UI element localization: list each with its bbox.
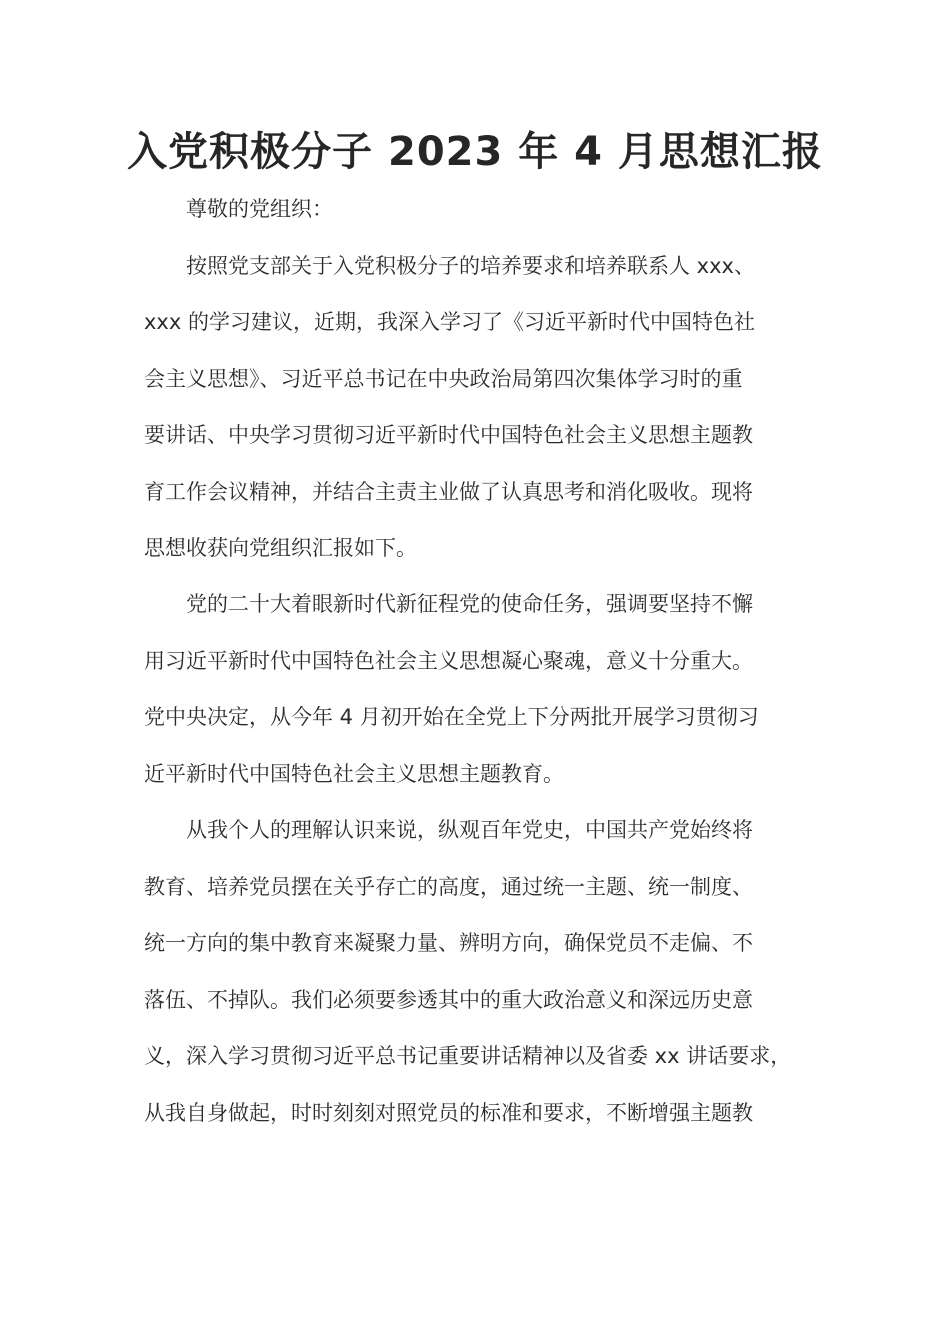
paragraph-3-line-1: 从我个人的理解认识来说，纵观百年党史，中国共产党始终将 xyxy=(186,818,753,842)
paragraph-1-line-6: 思想收获向党组织汇报如下。 xyxy=(144,536,417,560)
paragraph-1-line-2: xxx 的学习建议，近期，我深入学习了《习近平新时代中国特色社 xyxy=(144,310,755,334)
paragraph-1-line-5: 育工作会议精神，并结合主责主业做了认真思考和消化吸收。现将 xyxy=(144,480,753,504)
paragraph-3-line-6: 从我自身做起，时时刻刻对照党员的标准和要求，不断增强主题教 xyxy=(144,1101,753,1125)
paragraph-1-line-3: 会主义思想》、习近平总书记在中央政治局第四次集体学习时的重 xyxy=(144,367,743,391)
paragraph-1-line-4: 要讲话、中央学习贯彻习近平新时代中国特色社会主义思想主题教 xyxy=(144,423,753,447)
paragraph-2-line-1: 党的二十大着眼新时代新征程党的使命任务，强调要坚持不懈 xyxy=(186,592,753,616)
paragraph-3-line-2: 教育、培养党员摆在关乎存亡的高度，通过统一主题、统一制度、 xyxy=(144,875,753,899)
paragraph-2-line-4: 近平新时代中国特色社会主义思想主题教育。 xyxy=(144,762,564,786)
paragraph-2-line-2: 用习近平新时代中国特色社会主义思想凝心聚魂，意义十分重大。 xyxy=(144,649,753,673)
paragraph-3-line-3: 统一方向的集中教育来凝聚力量、辨明方向，确保党员不走偏、不 xyxy=(144,931,753,955)
salutation: 尊敬的党组织： xyxy=(186,197,333,221)
paragraph-3-line-5: 义，深入学习贯彻习近平总书记重要讲话精神以及省委 xx 讲话要求， xyxy=(144,1044,792,1068)
paragraph-1-line-1: 按照党支部关于入党积极分子的培养要求和培养联系人 xxx、 xyxy=(186,254,755,278)
document-title: 入党积极分子 2023 年 4 月思想汇报 xyxy=(127,129,823,175)
paragraph-3-line-4: 落伍、不掉队。我们必须要参透其中的重大政治意义和深远历史意 xyxy=(144,988,753,1012)
paragraph-2-line-3: 党中央决定，从今年 4 月初开始在全党上下分两批开展学习贯彻习 xyxy=(144,705,759,729)
